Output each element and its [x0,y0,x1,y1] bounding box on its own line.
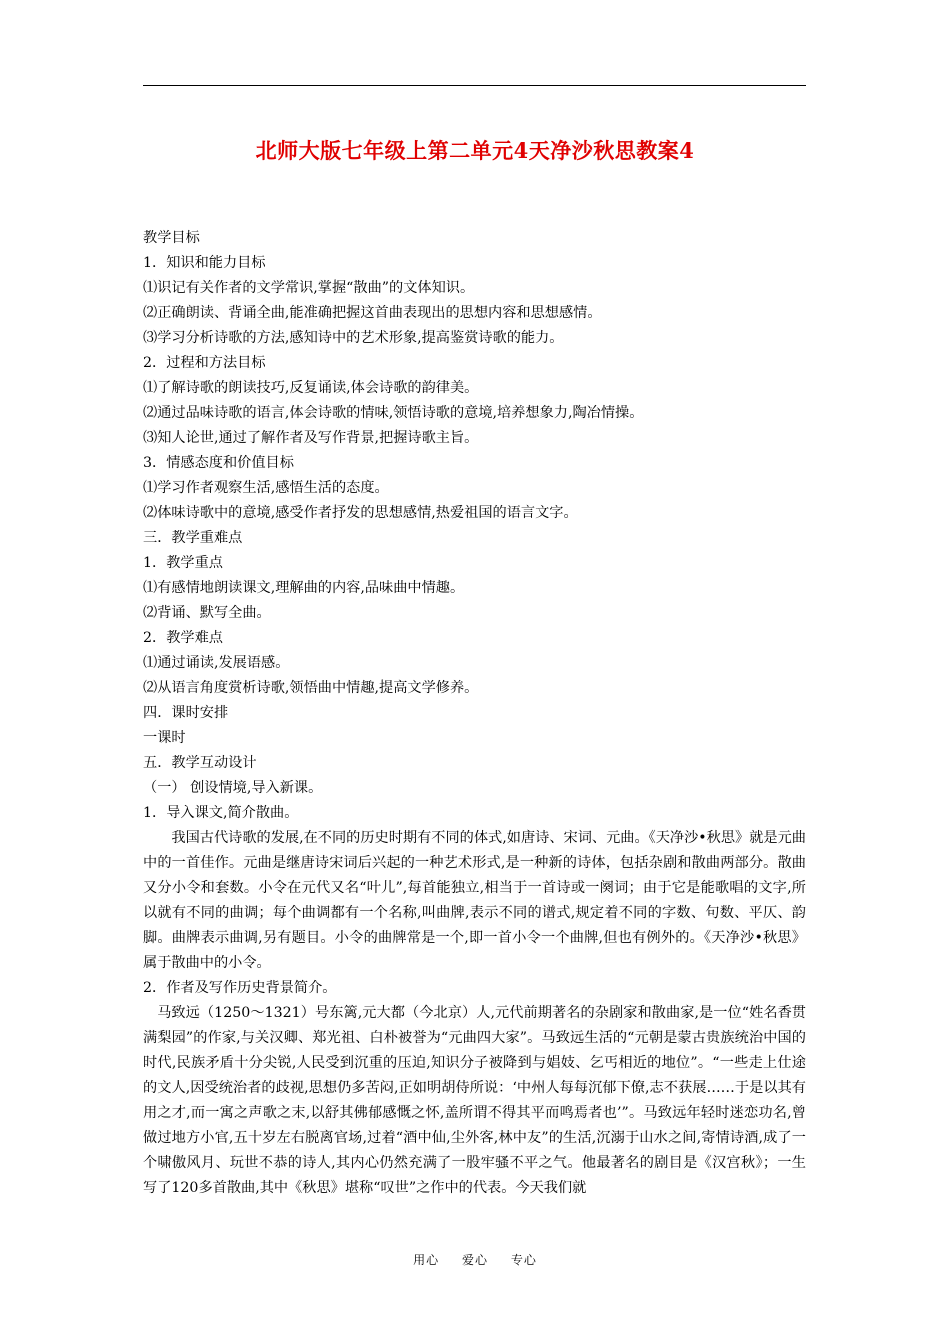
text-line: 四．课时安排 [143,705,229,721]
text-line: 2．作者及写作历史背景简介。 [143,980,337,996]
text-line: ⑵通过品味诗歌的语言,体会诗歌的情味,领悟诗歌的意境,培养想象力,陶冶情操。 [143,405,644,421]
text-line: 五．教学互动设计 [143,755,257,771]
text-line: 一课时 [143,730,186,746]
document-body [143,226,806,1201]
text-line: ⑴有感情地朗读课文,理解曲的内容,品味曲中情趣。 [143,580,465,596]
text-line: 2．教学难点 [143,630,223,646]
text-line: 三．教学重难点 [143,530,243,546]
text-line: ⑴识记有关作者的文学常识,掌握“散曲”的文体知识。 [143,280,475,296]
footer-item: 用心 [413,1253,440,1267]
footer-item: 专心 [510,1253,537,1267]
text-line: 2．过程和方法目标 [143,355,266,371]
document-title: 北师大版七年级上第二单元4天净沙秋思教案4 [255,138,695,163]
paragraph-sanqu-intro: 我国古代诗歌的发展,在不同的历史时期有不同的体式,如唐诗、宋词、元曲。《天净沙•秋思》就是元曲中的一首佳作。元曲是继唐诗宋词后兴起的一种艺术形式,是一种新的诗体，包括杂剧和散曲两部分。散曲又分小令和套数。小令在元代又名“叶儿”,每首能独立,相当于一首诗或一阕词；由于它是能歌唱的文字,所以就有不同的曲调；每个曲调都有一个名称,叫曲牌,表示不同的谱式,规定着不同的字数、句数、平仄、韵脚。曲牌表示曲调,另有题目。小令的曲牌常是一个,即一首小令一个曲牌,但也有例外的。《天净沙•秋思》属于散曲中的小令。 [143,830,806,971]
text-line: ⑴学习作者观察生活,感悟生活的态度。 [143,480,389,496]
text-line: ⑶学习分析诗歌的方法,感知诗中的艺术形象,提高鉴赏诗歌的能力。 [143,330,564,346]
header-rule [143,85,806,86]
text-line: ⑶知人论世,通过了解作者及写作背景,把握诗歌主旨。 [143,430,479,446]
paragraph-author-background: 马致远（1250～1321）号东篱,元大都（今北京）人,元代前期著名的杂剧家和散曲家,是一位“姓名香贯满梨园”的作家,与关汉卿、郑光祖、白朴被誉为“元曲四大家”。马致远生活的“元朝是蒙古贵族统治中国的时代,民族矛盾十分尖锐,人民受到沉重的压迫,知识分子被降到与娼妓、乞丐相近的地位”。“一些走上仕途的文人,因受统治者的歧视,思想仍多苦闷,正如明胡侍所说：‘中州人每每沉郁下僚,志不获展……于是以其有用之才,而一寓之声歌之末,以舒其佛郁感慨之怀,盖所谓不得其平而鸣焉者也’”。马致远年轻时迷恋功名,曾做过地方小官,五十岁左右脱离官场,过着“酒中仙,尘外客,林中友”的生活,沉溺于山水之间,寄情诗酒,成了一个啸傲风月、玩世不恭的诗人,其内心仍然充满了一股牢骚不平之气。他最著名的剧目是《汉宫秋》；一生写了120多首散曲,其中《秋思》堪称“叹世”之作中的代表。今天我们就 [143,1005,806,1196]
footer-item: 爱心 [461,1253,488,1267]
text-line: ⑵正确朗读、背诵全曲,能准确把握这首曲表现出的思想内容和思想感情。 [143,305,602,321]
text-line: ⑴了解诗歌的朗读技巧,反复诵读,体会诗歌的韵律美。 [143,380,479,396]
text-line: （一） 创设情境,导入新课。 [143,780,323,796]
text-line: ⑵背诵、默写全曲。 [143,605,271,621]
text-line: 3．情感态度和价值目标 [143,455,294,471]
text-line: ⑴通过诵读,发展语感。 [143,655,290,671]
text-line: ⑵从语言角度赏析诗歌,领悟曲中情趣,提高文学修养。 [143,680,479,696]
text-line: 教学目标 [143,230,200,246]
text-line: 1．知识和能力目标 [143,255,266,271]
page-footer [0,1251,950,1268]
text-line: 1．教学重点 [143,555,223,571]
text-line: 1．导入课文,简介散曲。 [143,805,299,821]
text-line: ⑵体味诗歌中的意境,感受作者抒发的思想感情,热爱祖国的语言文字。 [143,505,578,521]
